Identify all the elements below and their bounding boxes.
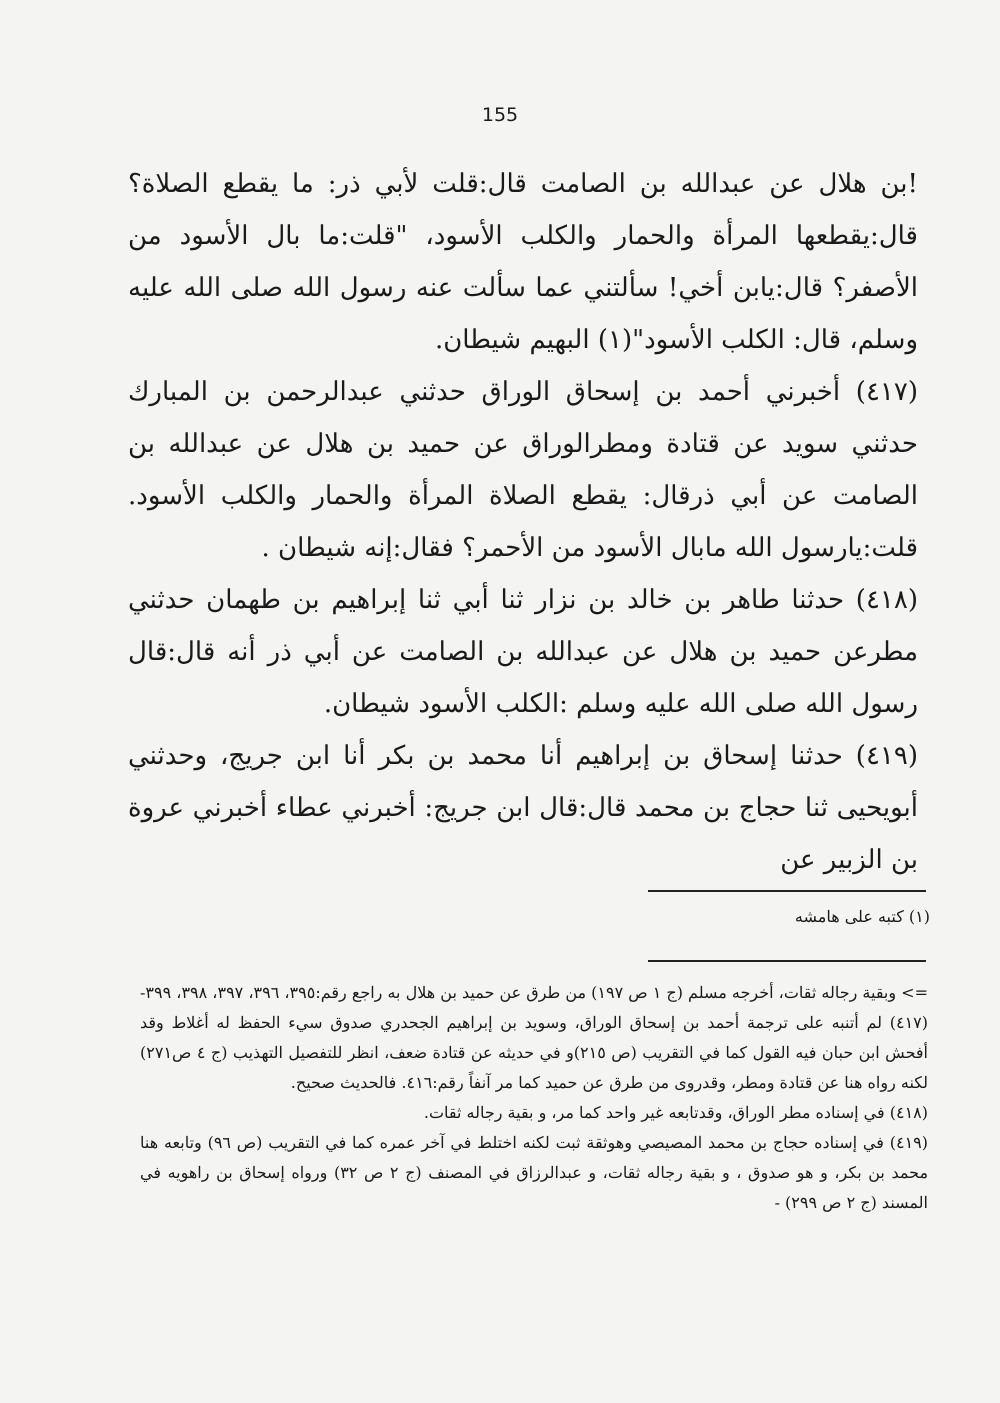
note-418: (٤١٨) في إسناده مطر الوراق، وقدتابعه غير واحد كما مر، و بقية رجاله ثقات. (423, 1103, 928, 1122)
note-417: (٤١٧) لم أتنبه على ترجمة أحمد بن إسحاق الوراق، وسويد بن إبراهيم الجحدري صدوق سيء الحفظ له أغلاط وقد أفحش ابن حبان فيه القول كما في التقريب (ص ٢١٥)و في حديثه عن قتادة ضعف، انظر للتفصيل التهذيب (ج ٤ ص٢٧١) لكنه رواه هنا عن قتادة ومطر، وقدروى من طرق عن حميد كما مر آنفاً رقم:٤١٦. فالحديث صحيح. (140, 1013, 929, 1092)
footnote: (١) كتبه على هامشه (794, 907, 930, 926)
page-number: 155 (481, 104, 519, 126)
main-text (128, 158, 918, 886)
hadith-419: (٤١٩) حدثنا إسحاق بن إبراهيم أنا محمد بن بكر أنا ابن جريج، وحدثني أبويحيى ثنا حجاج بن محمد قال:قال ابن جريج: أخبرني عطاء أخبرني عروة بن الزبير عن (128, 741, 918, 875)
hadith-417: (٤١٧) أخبرني أحمد بن إسحاق الوراق حدثني عبدالرحمن بن المبارك حدثني سويد عن قتادة ومطرالوراق عن حميد بن هلال عن عبدالله بن الصامت عن أبي ذرقال: يقطع الصلاة المرأة والحمار والكلب الأسود. قلت:يارسول الله مابال الأسود من الأحمر؟ فقال:إنه شيطان . (128, 377, 918, 563)
hadith-418: (٤١٨) حدثنا طاهر بن خالد بن نزار ثنا أبي ثنا إبراهيم بن طهمان حدثني مطرعن حميد بن هلال عن عبدالله بن الصامت عن أبي ذر أنه قال:قال رسول الله صلى الله عليه وسلم :الكلب الأسود شيطان. (128, 585, 918, 719)
note-continuation: => وبقية رجاله ثقات، أخرجه مسلم (ج ١ ص ١٩٧) من طرق عن حميد بن هلال به راجع رقم:٣٩٥، ٣٩٦، ٣٩٧، ٣٩٨، ٣٩٩- (140, 983, 928, 1002)
footnote-separator (648, 890, 926, 892)
editor-notes (140, 978, 928, 1218)
notes-separator (648, 960, 926, 962)
note-419: (٤١٩) في إسناده حجاج بن محمد المصيصي وهوثقة ثبت لكنه اختلط في آخر عمره كما في التقريب (ص ٩٦) وتابعه هنا محمد بن بكر، و هو صدوق ، و بقية رجاله ثقات، و عبدالرزاق في المصنف (ج ٢ ص ٣٢) ورواه إسحاق بن راهويه في المسند (ج ٢ ص ٢٩٩) - (140, 1133, 929, 1212)
paragraph-continuation: !بن هلال عن عبدالله بن الصامت قال:قلت لأبي ذر: ما يقطع الصلاة؟ قال:يقطعها المرأة والحمار والكلب الأسود، "قلت:ما بال الأسود من الأصفر؟ قال:يابن أخي! سألتني عما سألت عنه رسول الله صلى الله عليه وسلم، قال: الكلب الأسود"(١) البهيم شيطان. (128, 169, 918, 355)
